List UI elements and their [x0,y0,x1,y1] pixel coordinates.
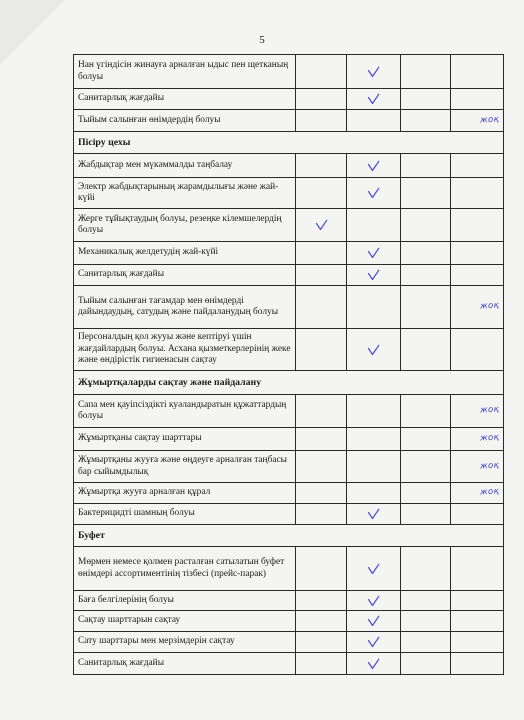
checklist-row [74,209,504,242]
checklist-cell-col-3 [401,611,451,632]
checklist-row [74,504,504,525]
checklist-item-label: Сапа мен қауіпсіздікті куәландыратын құжаттардың болуы [74,395,296,428]
checklist-item-label: Мөрмен немесе қолмен расталған сатылатын буфет өнімдері ассортиментінің тізбесі (прейс-парак) [74,547,296,591]
checklist-cell-col-4 [451,547,504,591]
checklist-cell-col-3 [401,451,451,483]
checklist-row [74,286,504,329]
checklist-row [74,653,504,675]
checklist-row [74,55,504,89]
checklist-cell-col-2 [347,329,401,371]
checklist-item-label: Электр жабдықтарының жарамдылығы және жай-күйі [74,178,296,209]
checklist-cell-col-4 [451,451,504,483]
checklist-cell-col-1 [296,55,347,89]
checklist-row [74,428,504,451]
checklist-cell-col-4 [451,329,504,371]
checklist-cell-col-2 [347,242,401,265]
checklist-item-label: Санитарлық жағдайы [74,89,296,110]
checklist-item-label: Санитарлық жағдайы [74,653,296,675]
checklist-item-label: Жабдықтар мен мүкәммалды таңбалау [74,154,296,178]
checklist-cell-col-1 [296,611,347,632]
checklist-cell-col-4 [451,178,504,209]
checklist-row [74,89,504,110]
checklist-cell-col-4 [451,265,504,286]
check-mark-icon [367,658,380,670]
checklist-cell-col-1 [296,178,347,209]
checklist-cell-col-3 [401,329,451,371]
checklist-item-label: Бактерицидті шамның болуы [74,504,296,525]
checklist-cell-col-4 [451,483,504,504]
checklist-row [74,154,504,178]
checklist-cell-col-1 [296,504,347,525]
checklist-cell-col-3 [401,178,451,209]
checklist-cell-col-2 [347,265,401,286]
checklist-cell-col-1 [296,286,347,329]
checklist-cell-col-1 [296,483,347,504]
checklist-item-label: Жұмыртқаны сақтау шарттары [74,428,296,451]
section-title: Жұмыртқаларды сақтау және пайдалану [74,371,504,395]
checklist-row [74,611,504,632]
checklist-cell-col-1 [296,110,347,132]
section-header-row [74,371,504,395]
checklist-row [74,591,504,611]
check-mark-icon [367,636,380,648]
checklist-cell-col-4 [451,504,504,525]
checklist-cell-col-2 [347,209,401,242]
checklist-cell-col-3 [401,504,451,525]
checklist-row [74,178,504,209]
checklist-cell-col-2 [347,504,401,525]
checklist-cell-col-3 [401,55,451,89]
checklist-row [74,632,504,653]
checklist-item-label: Баға белгілерінің болуы [74,591,296,611]
checklist-cell-col-2 [347,483,401,504]
checklist-cell-col-2 [347,395,401,428]
checklist-cell-col-2 [347,154,401,178]
checklist-cell-col-4 [451,286,504,329]
check-mark-icon [367,615,380,627]
checklist-row [74,242,504,265]
check-mark-icon [367,595,380,607]
checklist-item-label: Персоналдың қол жууы және кептіруі үшін жағдайлардың болуы. Асхана қызметкерлерінің жеке және өндірістік гигиенасын сақтау [74,329,296,371]
checklist-cell-col-3 [401,483,451,504]
checklist-row [74,547,504,591]
check-mark-icon [367,66,380,78]
handwritten-note: жоқ [479,300,500,312]
handwritten-note: жоқ [479,432,500,444]
checklist-item-label: Тыйым салынған өнімдердің болуы [74,110,296,132]
checklist-cell-col-3 [401,547,451,591]
handwritten-note: жоқ [479,486,500,498]
checklist-cell-col-2 [347,55,401,89]
checklist-item-label: Механикалық желдетудің жай-күйі [74,242,296,265]
checklist-cell-col-3 [401,653,451,675]
checklist-cell-col-2 [347,451,401,483]
checklist-cell-col-3 [401,154,451,178]
checklist-item-label: Сату шарттары мен мерзімдерін сақтау [74,632,296,653]
checklist-item-label: Сақтау шарттарын сақтау [74,611,296,632]
checklist-cell-col-4 [451,395,504,428]
checklist-cell-col-2 [347,653,401,675]
handwritten-note: жоқ [479,404,500,416]
checklist-cell-col-3 [401,428,451,451]
checklist-cell-col-2 [347,611,401,632]
check-mark-icon [367,508,380,520]
checklist-cell-col-1 [296,329,347,371]
checklist-item-label: Тыйым салынған тағамдар мен өнімдерді дайындаудың, сатудың және пайдаланудың болуы [74,286,296,329]
checklist-cell-col-1 [296,265,347,286]
checklist-cell-col-3 [401,110,451,132]
checklist-cell-col-2 [347,632,401,653]
section-title: Буфет [74,525,504,547]
checklist-cell-col-2 [347,547,401,591]
checklist-cell-col-3 [401,286,451,329]
checklist-cell-col-3 [401,209,451,242]
page-number: 5 [259,34,265,46]
checklist-cell-col-3 [401,395,451,428]
checklist-cell-col-2 [347,110,401,132]
handwritten-note: жоқ [479,114,500,126]
checklist-cell-col-1 [296,451,347,483]
checklist-cell-col-3 [401,242,451,265]
checklist-cell-col-1 [296,209,347,242]
checklist-cell-col-1 [296,428,347,451]
checklist-cell-col-3 [401,89,451,110]
checklist-row [74,451,504,483]
checklist-cell-col-4 [451,632,504,653]
checklist-cell-col-4 [451,591,504,611]
section-header-row [74,525,504,547]
checklist-cell-col-4 [451,154,504,178]
checklist-row [74,110,504,132]
checklist-item-label: Санитарлық жағдайы [74,265,296,286]
checklist-cell-col-2 [347,178,401,209]
check-mark-icon [367,563,380,575]
checklist-cell-col-4 [451,653,504,675]
checklist-cell-col-4 [451,55,504,89]
check-mark-icon [367,247,380,259]
checklist-cell-col-3 [401,591,451,611]
checklist-cell-col-4 [451,428,504,451]
checklist-cell-col-2 [347,89,401,110]
checklist-cell-col-4 [451,209,504,242]
checklist-cell-col-1 [296,242,347,265]
checklist-cell-col-4 [451,242,504,265]
checklist-cell-col-2 [347,428,401,451]
section-header-row [74,132,504,154]
check-mark-icon [367,187,380,199]
checklist-cell-col-4 [451,89,504,110]
checklist-cell-col-1 [296,547,347,591]
checklist-cell-col-1 [296,154,347,178]
checklist-row [74,395,504,428]
inspection-checklist-table [73,54,504,675]
check-mark-icon [367,269,380,281]
checklist-cell-col-3 [401,632,451,653]
checklist-cell-col-4 [451,611,504,632]
checklist-cell-col-1 [296,591,347,611]
checklist-cell-col-3 [401,265,451,286]
check-mark-icon [367,344,380,356]
section-title: Пісіру цехы [74,132,504,154]
checklist-cell-col-2 [347,286,401,329]
checklist-cell-col-2 [347,591,401,611]
checklist-cell-col-4 [451,110,504,132]
check-mark-icon [367,160,380,172]
check-mark-icon [315,219,328,231]
checklist-cell-col-1 [296,653,347,675]
checklist-cell-col-1 [296,632,347,653]
handwritten-note: жоқ [479,460,500,472]
checklist-cell-col-1 [296,395,347,428]
checklist-row [74,483,504,504]
checklist-item-label: Жерге тұйықтаудың болуы, резеңке кілемшелердің болуы [74,209,296,242]
checklist-cell-col-1 [296,89,347,110]
checklist-item-label: Нан үгіндісін жинауға арналған ыдыс пен щетканың болуы [74,55,296,89]
checklist-row [74,329,504,371]
check-mark-icon [367,93,380,105]
checklist-row [74,265,504,286]
checklist-item-label: Жұмыртқа жууға арналған құрал [74,483,296,504]
checklist-item-label: Жұмыртқаны жууға және өңдеуге арналған таңбасы бар сыйымдылық [74,451,296,483]
